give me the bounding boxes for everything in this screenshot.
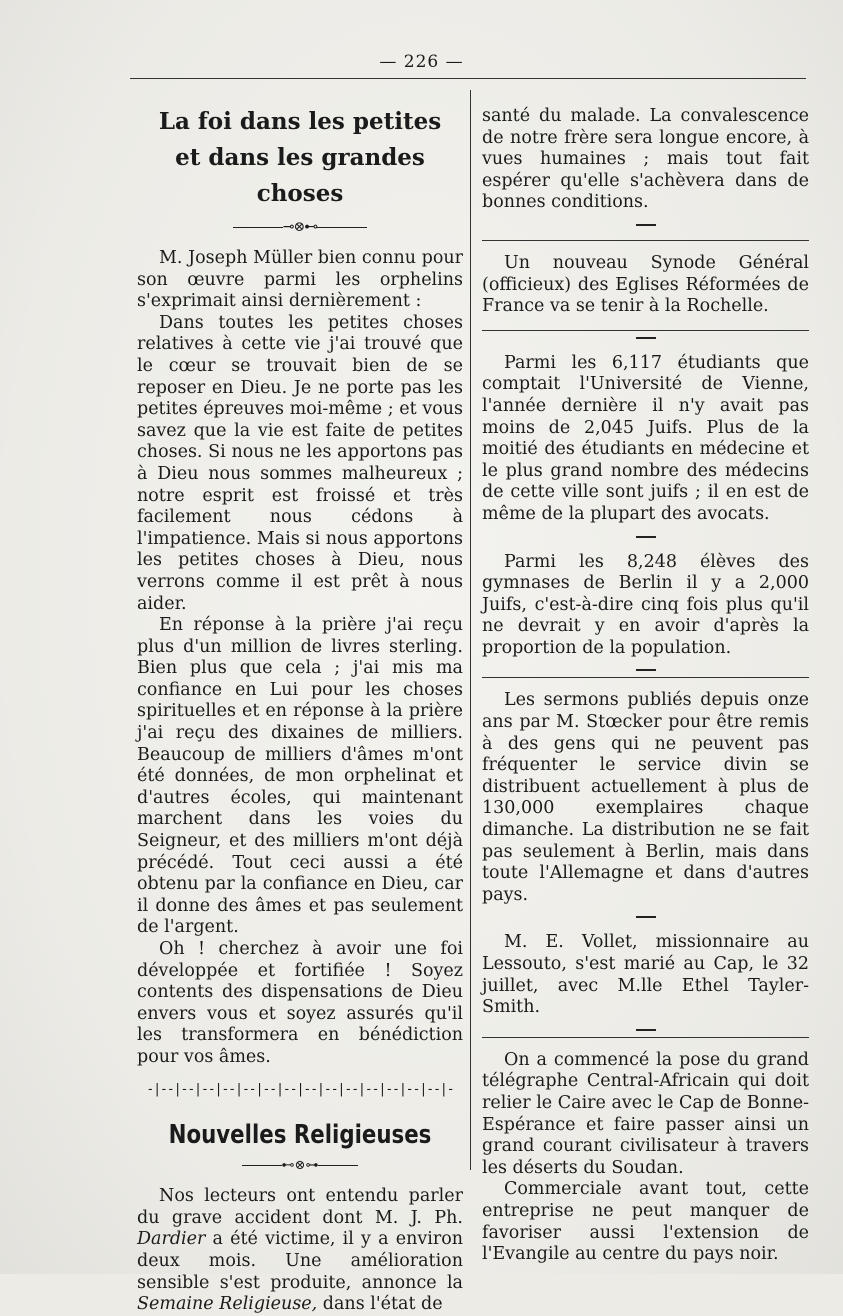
news-paragraph: On a commencé la pose du grand télégraphe Central-Africain qui doit relier le Caire avec le Cap de Bonne-Espérance et faire passer ainsi un grand courant civilisateur à travers les déserts du Soudan. [482, 1049, 809, 1178]
article-paragraph: Dans toutes les petites choses relatives à cette vie j'ai trouvé que le cœur se trouvait bien de se reposer en Dieu. Je ne porte pas les petites épreuves moi-même ; et vous savez que la vie est faite de petites choses. Si nous ne les apportons pas à Dieu nous sommes malheureux ; notre esprit est froissé et très facilement nous cédons à l'impatience. Mais si nous apportons les petites choses à Dieu, nous verrons comme il est prêt à nous aider. [137, 312, 463, 614]
news-paragraph: Les sermons publiés depuis onze ans par M. Stœcker pour être remis à des gens qui ne peuvent pas fréquenter le service divin se distribuent actuellement à plus de 130,000 exemplaires chaque dimanche. La distribution ne se fait pas seulement à Berlin, mais dans toute l'Allemagne et dans d'autres pays. [482, 690, 809, 905]
news-paragraph: Parmi les 6,117 étudiants que comptait l'Université de Vienne, l'année dernière il n'y avait pas moins de 2,045 Juifs. Plus de la moitié des étudiants en médecine et le plus grand nombre des médecins de cette ville sont juifs ; il en est de même de la plupart des avocats. [482, 352, 809, 524]
news-paragraph: Commerciale avant tout, cette entreprise ne peut manquer de favoriser aussi l'extension de l'Evangile au centre du pays noir. [482, 1179, 809, 1265]
news-paragraph: Nos lecteurs ont entendu parler du grave accident dont M. J. Ph. Dardier a été victime, il y a environ deux mois. Une amélioration sensible s'est produite, annonce la Semaine Religieuse, dans l'état de [137, 1186, 463, 1315]
article-paragraph: M. Joseph Müller bien connu pour son œuvre parmi les orphelins s'exprimait ainsi dernièrement : [137, 248, 463, 312]
section-ornament [137, 1158, 463, 1174]
article-title-line1: La foi dans les petites [158, 108, 442, 135]
decorative-border: -|--|--|--|--|--|--|--|--|--|--|--|--|--|--|- [146, 1081, 454, 1097]
news-divider [482, 677, 809, 678]
article-title-line2: et dans les grandes choses [175, 144, 425, 207]
news-paragraph: M. E. Vollet, missionnaire au Lessouto, s'est marié au Cap, le 32 juillet, avec M.lle Ethel Tayler-Smith. [482, 932, 809, 1018]
article-title [137, 104, 463, 212]
right-column [482, 106, 809, 1266]
news-separator [636, 1029, 656, 1031]
news-divider [482, 240, 809, 241]
article-paragraph: En réponse à la prière j'ai reçu plus d'un million de livres sterling. Bien plus que cela ; j'ai mis ma confiance en Lui pour les choses spirituelles et en réponse à la prière j'ai reçu des dixaines de milliers. Beaucoup de milliers d'âmes m'ont été données, de mon orphelinat et d'autres écoles, qui maintenant marchent dans les voies du Seigneur, et des milliers m'ont déjà précédé. Tout ceci aussi a été obtenu par la confiance en Dieu, car il donne des âmes et pas seulement de l'argent. [137, 615, 463, 938]
section-title: Nouvelles Religieuses [168, 1120, 432, 1151]
header-rule [130, 78, 806, 79]
news-separator [636, 536, 656, 538]
page-number: — 226 — [379, 52, 464, 72]
news-separator [636, 669, 656, 671]
journal-name: Semaine Religieuse, [137, 1294, 318, 1315]
news-separator [636, 916, 656, 918]
article-paragraph: Oh ! cherchez à avoir une foi développée et fortifiée ! Soyez contents des dispensations de Dieu envers vous et soyez assurés qu'il les transformera en bénédiction pour vos âmes. [137, 939, 463, 1067]
news-divider [482, 1037, 809, 1038]
news-paragraph: Parmi les 8,248 élèves des gymnases de Berlin il y a 2,000 Juifs, c'est-à-dire cinq fois plus qu'il ne devrait y en avoir d'après la proportion de la population. [482, 551, 809, 658]
left-column [137, 104, 463, 1316]
news-separator [636, 224, 656, 226]
person-name: Dardier [137, 1229, 206, 1250]
ornament-glyph: ⊷⊗⊶ [281, 1158, 319, 1174]
news-separator [636, 337, 656, 339]
ornament-glyph: ⊸⊗⊷ [282, 219, 318, 235]
news-paragraph: Un nouveau Synode Général (officieux) des Eglises Réformées de France va se tenir à la Rochelle. [482, 252, 809, 317]
news-divider [482, 330, 809, 331]
title-ornament [137, 218, 463, 236]
news-paragraph-continued: santé du malade. La convalescence de notre frère sera longue encore, à vues humaines ; mais tout fait espérer qu'elle s'achèvera dans de bonnes conditions. [482, 106, 809, 213]
column-divider [470, 90, 471, 1170]
